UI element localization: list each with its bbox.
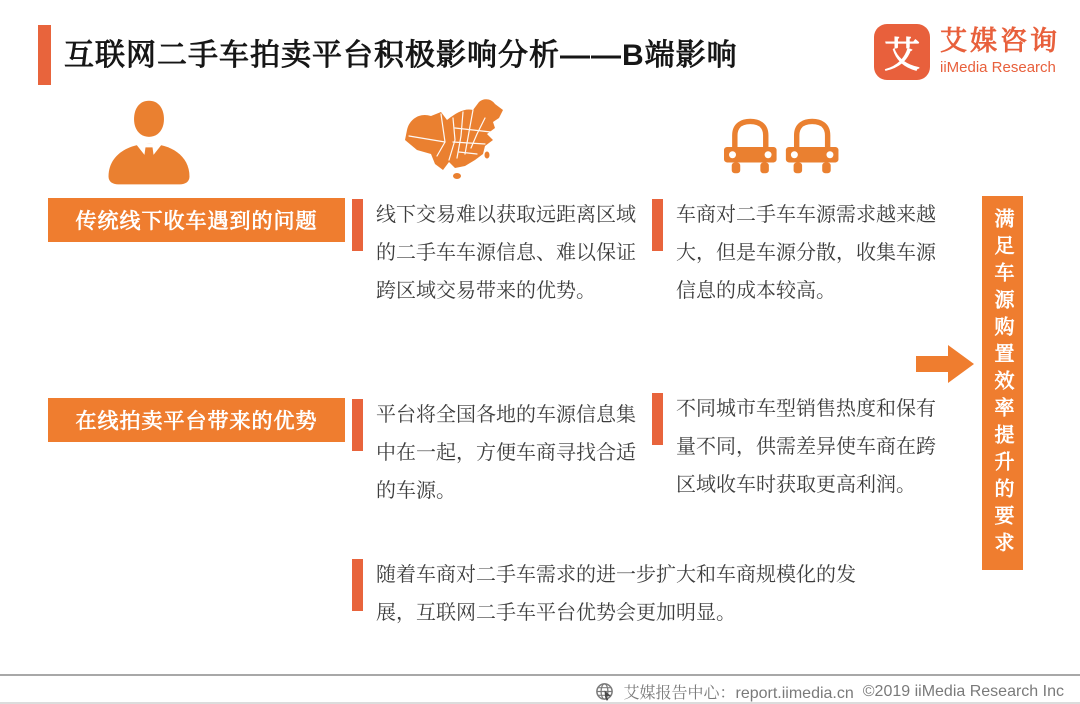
- accent-bar: [352, 559, 363, 611]
- footer-source: 艾媒报告中心：report.iimedia.cn: [623, 685, 854, 702]
- conclusion-text: 满足车源购置效率提升的要求: [991, 208, 1013, 559]
- accent-bar: [352, 399, 363, 451]
- footer-copyright: ©2019 iiMedia Research Inc: [862, 682, 1064, 700]
- businessman-icon: [105, 96, 193, 190]
- text-block-body: 平台将全国各地的车源信息集中在一起，方便车商寻找合适的车源。: [376, 404, 636, 502]
- text-block-advantage-2: [652, 390, 940, 504]
- globe-icon: [595, 682, 614, 701]
- accent-bar: [352, 199, 363, 251]
- text-block-advantage-1: [352, 396, 640, 510]
- brand-text: [940, 27, 1060, 76]
- brand-logo: [874, 24, 1060, 80]
- text-block-problem-2: [652, 196, 940, 310]
- text-block-problem-1: [352, 196, 640, 310]
- text-block-body: 不同城市车型销售热度和保有量不同，供需差异使车商在跨区域收车时获取更高利润。: [676, 398, 936, 496]
- footer-divider: [0, 674, 1080, 676]
- title-accent-bar: [38, 25, 51, 85]
- page-title: 互联网二手车拍卖平台积极影响分析——B端影响: [64, 39, 738, 72]
- text-block-body: 车商对二手车车源需求越来越大，但是车源分散，收集车源信息的成本较高。: [676, 204, 936, 302]
- accent-bar: [652, 199, 663, 251]
- two-cars-icon: [724, 112, 840, 182]
- conclusion-box: [982, 196, 1023, 570]
- logo-symbol: 艾: [883, 33, 920, 75]
- brand-name-cn: 艾媒咨询: [940, 26, 1060, 57]
- right-arrow-icon: [916, 340, 974, 388]
- logo-icon: [874, 24, 930, 80]
- label-box-advantages: 在线拍卖平台带来的优势: [48, 398, 345, 442]
- summary-text: 随着车商对二手车需求的进一步扩大和车商规模化的发展，互联网二手车平台优势会更加明显。: [376, 564, 856, 624]
- label-box-problems: 传统线下收车遇到的问题: [48, 198, 345, 242]
- brand-name-en: iiMedia Research: [940, 59, 1056, 77]
- text-block-body: 线下交易难以获取远距离区域的二手车车源信息、难以保证跨区域交易带来的优势。: [376, 204, 636, 302]
- china-map-icon: [396, 96, 518, 188]
- footer: [595, 680, 1064, 703]
- accent-bar: [652, 393, 663, 445]
- text-block-summary: [352, 556, 892, 632]
